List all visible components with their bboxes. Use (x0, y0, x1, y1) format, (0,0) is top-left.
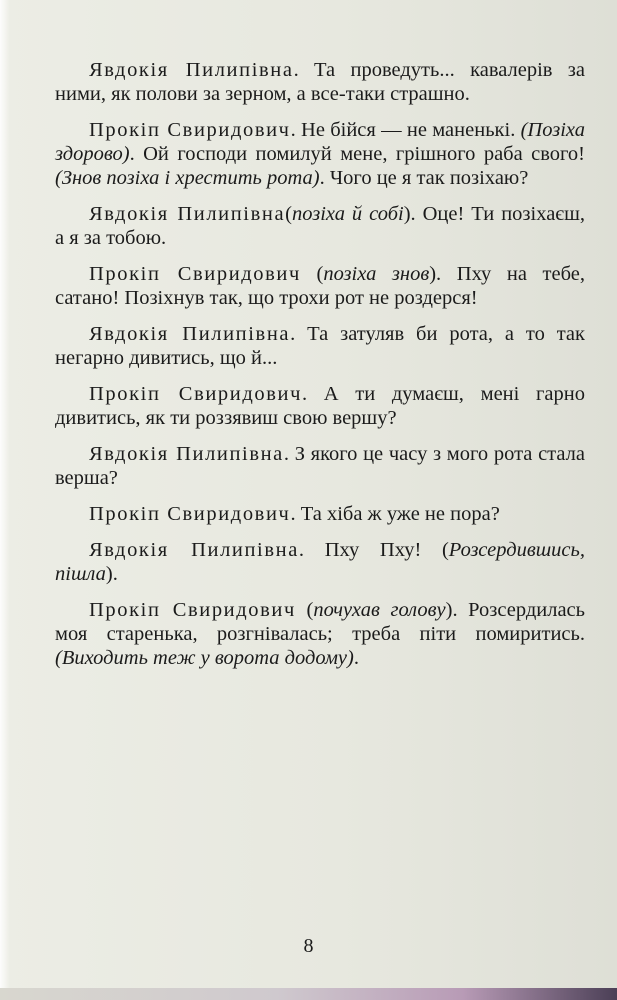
page-edge-highlight (0, 0, 10, 1000)
page-bottom-edge (0, 988, 617, 1000)
dialogue-text: . Чого це я так позіхаю? (319, 167, 529, 189)
dialogue-text: . А ти думаєш, мені гарно дивитись, як ти роззявиш свою вершу? (55, 383, 585, 429)
dialogue-text: ). Пху на тебе, сатано! Позіхнув так, що трохи рот не роздерся! (55, 263, 585, 309)
speaker-name: Явдокія Пилипівна (89, 59, 294, 81)
speaker-name: Прокіп Свиридович (89, 119, 291, 141)
dialogue-paragraph (55, 322, 585, 370)
dialogue-text: . Та хіба ж уже не пора? (290, 503, 500, 525)
dialogue-text: ). Розсердилась моя старенька, розгнівалась; треба піти помиритись. (55, 599, 585, 645)
dialogue-text: . (353, 647, 359, 669)
dialogue-text: ( (300, 263, 324, 285)
dialogue-text: . Та затуляв би рота, а то так негарно дивитись, що й... (55, 323, 585, 369)
dialogue-paragraph (55, 442, 585, 490)
page-number: 8 (303, 935, 314, 957)
speaker-name: Явдокія Пилипівна (89, 443, 284, 465)
stage-direction: (Позіха здорово) (55, 119, 585, 165)
dialogue-paragraph (55, 502, 585, 526)
speaker-name: Явдокія Пилипівна (89, 539, 299, 561)
dialogue-text: ). Оце! Ти позіхаєш, а я за тобою. (55, 203, 586, 249)
speaker-name: Прокіп Свиридович (89, 383, 302, 405)
stage-direction: (Виходить теж у ворота додому) (55, 647, 354, 669)
dialogue-text: . З якого це часу з мого рота стала верша? (55, 443, 585, 489)
dialogue-text: . Та проведуть... кавалерів за ними, як полови за зерном, а все-таки страшно. (55, 59, 586, 105)
dialogue-paragraph (55, 262, 585, 310)
dialogue-paragraph (55, 58, 585, 106)
stage-direction: (Знов позіха і хрестить рота) (55, 167, 320, 189)
speaker-name: Прокіп Свиридович (89, 503, 291, 525)
speaker-name: Явдокія Пилипівна (89, 203, 286, 225)
stage-direction: Розсердившись, пішла (55, 539, 585, 585)
dialogue-text: ( (285, 203, 292, 225)
dialogue-text: ). (105, 563, 118, 585)
dialogue-text: . Пху Пху! ( (298, 539, 449, 561)
speaker-name: Явдокія Пилипівна (89, 323, 291, 345)
dialogue-text: . Не бійся — не маненькі. (290, 119, 521, 141)
dialogue-paragraph (55, 538, 585, 586)
dialogue-paragraph (55, 118, 585, 190)
dialogue-paragraph (55, 598, 585, 670)
dialogue-text: . Ой господи помилуй мене, грішного раба свого! (129, 143, 585, 165)
dialogue-paragraph (55, 202, 585, 250)
speaker-name: Прокіп Свиридович (89, 263, 301, 285)
stage-direction: почухав голову (313, 599, 446, 621)
dialogue-text: ( (295, 599, 314, 621)
dialogue-paragraph (55, 382, 585, 430)
stage-direction: позіха знов (323, 263, 430, 285)
speaker-name: Прокіп Свиридович (89, 599, 296, 621)
stage-direction: позіха й собі (291, 203, 404, 225)
page-text (55, 58, 585, 682)
